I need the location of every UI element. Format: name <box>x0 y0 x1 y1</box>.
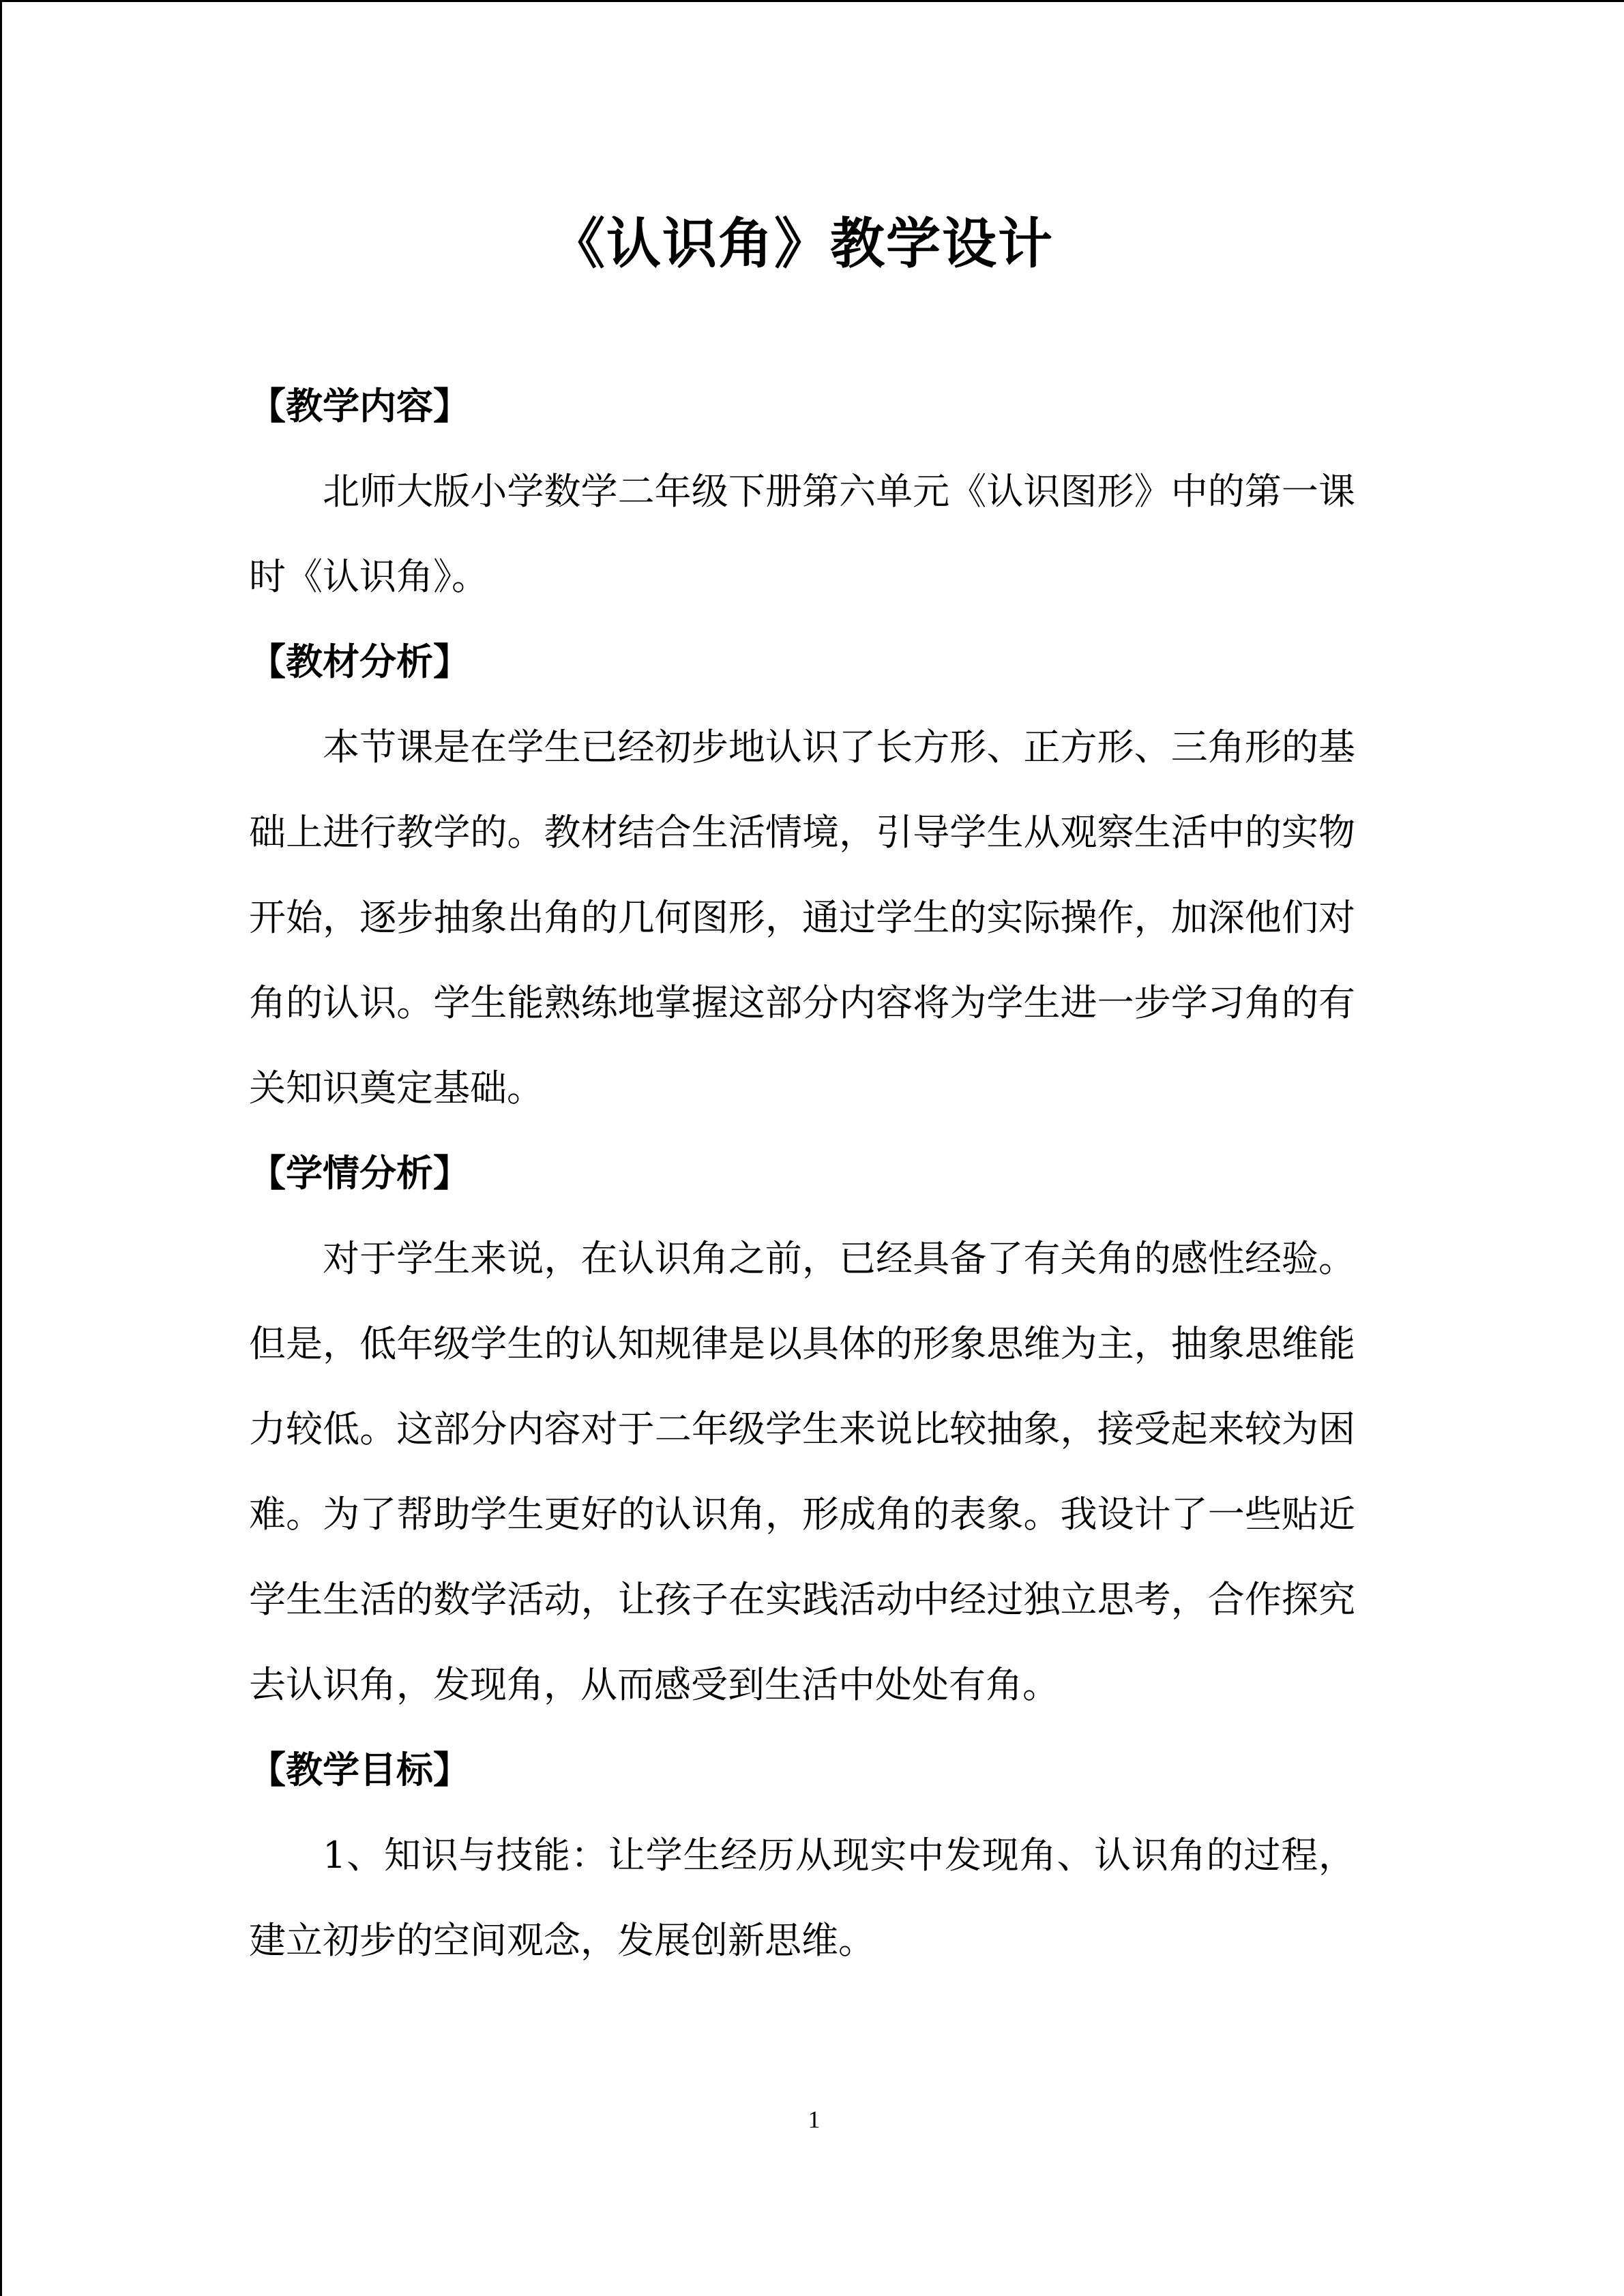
section-teaching-goals <box>249 1727 1355 1983</box>
section-heading: 【教学内容】 <box>249 385 470 428</box>
section-heading: 【学情分析】 <box>249 1152 470 1195</box>
page-number: 1 <box>808 2106 821 2133</box>
section-heading: 【教材分析】 <box>249 640 470 683</box>
section-teaching-content <box>249 363 1355 619</box>
section-paragraph: 1、知识与技能：让学生经历从现实中发现角、认识角的过程，建立初步的空间观念，发展创新思维。 <box>249 1834 1355 1962</box>
section-paragraph: 北师大版小学数学二年级下册第六单元《认识图形》中的第一课时《认识角》。 <box>249 470 1355 598</box>
section-paragraph: 本节课是在学生已经初步地认识了长方形、正方形、三角形的基础上进行教学的。教材结合生活情境，引导学生从观察生活中的实物开始，逐步抽象出角的几何图形，通过学生的实际操作，加深他们对角的认识。学生能熟练地掌握这部分内容将为学生进一步学习角的有关知识奠定基础。 <box>249 726 1355 1109</box>
section-student-analysis <box>249 1131 1355 1727</box>
section-heading: 【教学目标】 <box>249 1748 470 1791</box>
document-body <box>249 207 1355 1983</box>
document-title: 《认识角》教学设计 <box>550 212 1054 275</box>
section-textbook-analysis <box>249 619 1355 1131</box>
section-paragraph: 对于学生来说，在认识角之前，已经具备了有关角的感性经验。但是，低年级学生的认知规律是以具体的形象思维为主，抽象思维能力较低。这部分内容对于二年级学生来说比较抽象，接受起来较为困难。为了帮助学生更好的认识角，形成角的表象。我设计了一些贴近学生生活的数学活动，让孩子在实践活动中经过独立思考，合作探究去认识角，发现角，从而感受到生活中处处有角。 <box>249 1237 1355 1706</box>
